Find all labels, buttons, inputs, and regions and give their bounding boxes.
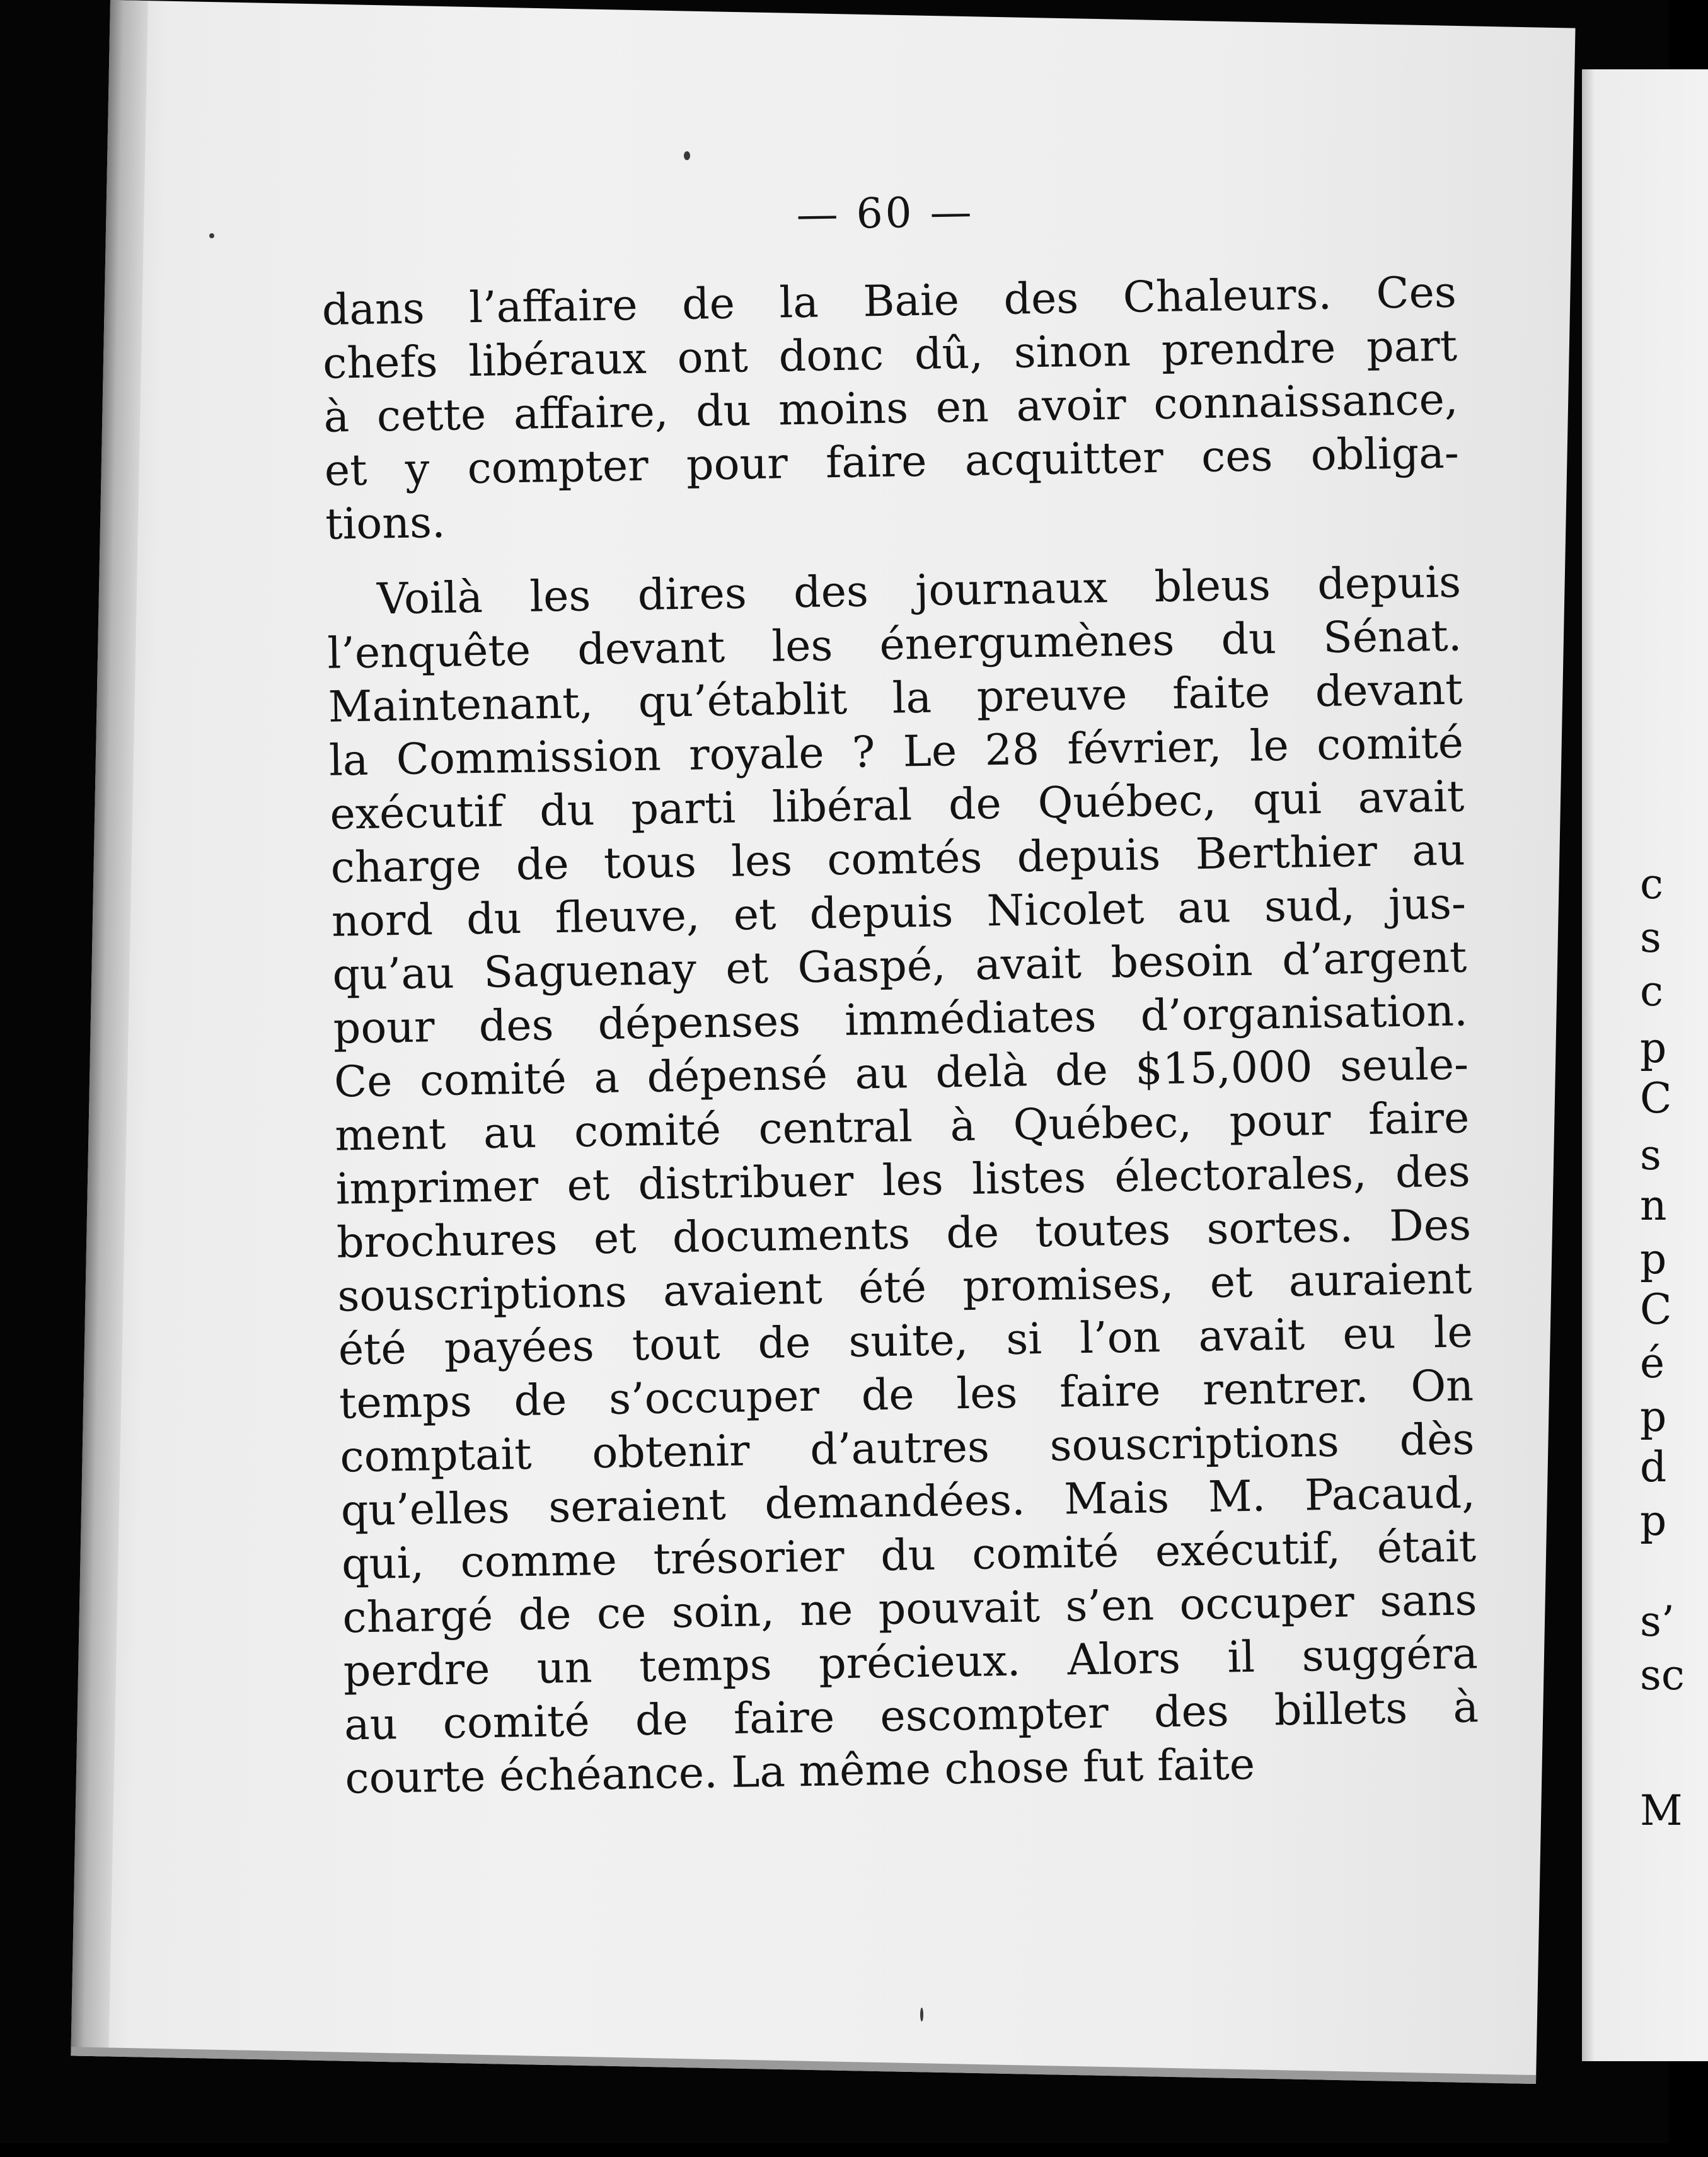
text-line: qui, comme trésorier du comité exécutif, était [341, 1522, 1477, 1590]
text-line: comptait obtenir d’autres souscriptions dès [339, 1414, 1475, 1483]
text-line: temps de s’occuper de les faire rentrer. On [338, 1361, 1474, 1429]
text-line: dans l’affaire de la Baie des Chaleurs. Ces [321, 267, 1457, 335]
text-line: exécutif du parti libéral de Québec, qui avait [329, 772, 1465, 840]
text-line: qu’au Saguenay et Gaspé, avait besoin d’argent [332, 932, 1467, 1000]
facing-page-fragment: p [1640, 1496, 1667, 1545]
facing-page-fragment: M [1640, 1786, 1683, 1835]
text-line: tions. [325, 497, 446, 550]
text-line: au comité de faire escompter des billets à [343, 1682, 1479, 1750]
facing-page-fragment: sc [1640, 1651, 1685, 1699]
text-line: nord du fleuve, et depuis Nicolet au sud, jus- [331, 879, 1467, 947]
facing-page-fragment: n [1640, 1181, 1667, 1230]
text-line: charge de tous les comtés depuis Berthier au [330, 825, 1466, 893]
facing-page-fragment: s’ [1640, 1597, 1675, 1646]
text-line: Ce comité a dépensé au delà de $15,000 seule- [333, 1039, 1469, 1107]
dust-speck [684, 151, 690, 160]
facing-page-fragment: é [1640, 1339, 1665, 1387]
text-line: et y compter pour faire acquitter ces obliga- [324, 428, 1460, 496]
text-line: chefs libéraux ont donc dû, sinon prendre part [322, 321, 1458, 389]
text-line: à cette affaire, du moins en avoir connaissance, [323, 374, 1458, 442]
text-line: perdre un temps précieux. Alors il suggéra [343, 1629, 1479, 1697]
facing-page-fragment: p [1640, 1235, 1667, 1283]
facing-page-fragment: C [1640, 1074, 1672, 1123]
facing-page-fragment: c [1640, 860, 1663, 908]
facing-page-fragment: C [1640, 1285, 1672, 1334]
text-line: chargé de ce soin, ne pouvait s’en occuper sans [342, 1575, 1477, 1643]
text-line: la Commission royale ? Le 28 février, le comité [328, 718, 1464, 786]
facing-page-fragment: c [1640, 967, 1663, 1015]
dust-speck [209, 233, 214, 238]
text-line: brochures et documents de toutes sortes. Des [336, 1200, 1472, 1268]
text-line: été payées tout de suite, si l’on avait eu le [338, 1307, 1474, 1375]
page-number: — 60 — [796, 187, 975, 239]
text-line: pour des dépenses immédiates d’organisation. [333, 986, 1469, 1054]
text-line: souscriptions avaient été promises, et auraient [337, 1254, 1472, 1322]
facing-page-fragment: s [1640, 913, 1661, 962]
text-line: qu’elles seraient demandées. Mais M. Pacaud, [340, 1468, 1476, 1536]
text-line: ment au comité central à Québec, pour faire [334, 1093, 1470, 1161]
dust-speck [920, 2008, 923, 2021]
text-line: l’enquête devant les énergumènes du Sénat. [326, 611, 1462, 679]
facing-page-fragment: p [1640, 1024, 1667, 1072]
facing-page-fragment: p [1640, 1392, 1667, 1441]
text-line: imprimer et distribuer les listes électorales, des [335, 1147, 1471, 1215]
text-line: courte échéance. La même chose fut faite [344, 1739, 1255, 1804]
text-line: Maintenant, qu’établit la preuve faite devant [328, 664, 1463, 732]
text-line: Voilà les dires des journaux bleus depuis [376, 557, 1462, 625]
facing-page-fragment: s [1640, 1131, 1661, 1179]
facing-page-fragment: d [1640, 1443, 1667, 1491]
